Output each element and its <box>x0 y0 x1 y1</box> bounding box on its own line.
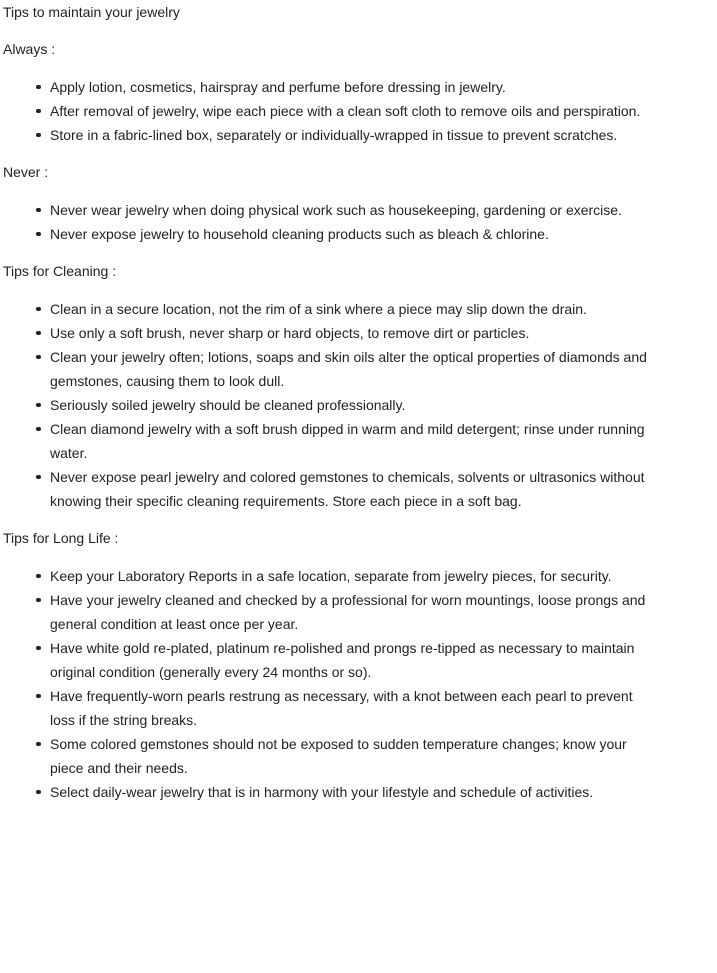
bullet-list <box>3 75 717 147</box>
bullet-item <box>3 780 650 804</box>
bullet-item <box>3 222 650 246</box>
bullet-item <box>3 321 650 345</box>
bullet-icon <box>36 742 41 747</box>
bullet-item <box>3 636 650 684</box>
bullet-item <box>3 345 650 393</box>
bullet-icon <box>36 574 41 579</box>
bullet-item <box>3 393 650 417</box>
bullet-icon <box>36 694 41 699</box>
bullet-item <box>3 684 650 732</box>
section-heading: Always : <box>3 41 56 57</box>
bullet-text: Select daily-wear jewelry that is in harmony with your lifestyle and schedule of activities. <box>50 784 594 800</box>
bullet-text: Some colored gemstones should not be exposed to sudden temperature changes; know your piece and their needs. <box>50 736 627 776</box>
bullet-item <box>3 465 650 513</box>
bullet-icon <box>36 475 41 480</box>
bullet-list <box>3 297 717 513</box>
bullet-text: Have white gold re-plated, platinum re-polished and prongs re-tipped as necessary to maintain original condition (generally every 24 months or so). <box>50 640 635 680</box>
bullet-icon <box>36 598 41 603</box>
bullet-item <box>3 564 650 588</box>
bullet-list <box>3 198 717 246</box>
bullet-item <box>3 99 650 123</box>
bullet-text: Clean in a secure location, not the rim of a sink where a piece may slip down the drain. <box>50 301 587 317</box>
bullet-item <box>3 732 650 780</box>
bullet-icon <box>36 403 41 408</box>
bullet-text: Have frequently-worn pearls restrung as necessary, with a knot between each pearl to prevent loss if the string breaks. <box>50 688 633 728</box>
bullet-item <box>3 198 650 222</box>
bullet-item <box>3 123 650 147</box>
bullet-text: Store in a fabric-lined box, separately or individually-wrapped in tissue to prevent scratches. <box>50 127 618 143</box>
bullet-icon <box>36 355 41 360</box>
bullet-item <box>3 588 650 636</box>
bullet-icon <box>36 307 41 312</box>
bullet-icon <box>36 790 41 795</box>
bullet-text: Apply lotion, cosmetics, hairspray and perfume before dressing in jewelry. <box>50 79 506 95</box>
bullet-text: Have your jewelry cleaned and checked by a professional for worn mountings, loose prongs and general condition at least once per year. <box>50 592 646 632</box>
bullet-item <box>3 75 650 99</box>
bullet-icon <box>36 331 41 336</box>
bullet-list <box>3 564 717 804</box>
bullet-text: Clean your jewelry often; lotions, soaps and skin oils alter the optical properties of diamonds and gemstones, causing them to look dull. <box>50 349 647 389</box>
bullet-icon <box>36 109 41 114</box>
bullet-item <box>3 417 650 465</box>
bullet-icon <box>36 208 41 213</box>
bullet-icon <box>36 646 41 651</box>
section-heading: Tips for Cleaning : <box>3 263 117 279</box>
bullet-icon <box>36 232 41 237</box>
bullet-text: Keep your Laboratory Reports in a safe location, separate from jewelry pieces, for security. <box>50 568 612 584</box>
bullet-icon <box>36 133 41 138</box>
bullet-item <box>3 297 650 321</box>
bullet-text: Never wear jewelry when doing physical work such as housekeeping, gardening or exercise. <box>50 202 622 218</box>
section-heading: Never : <box>3 164 49 180</box>
document-title: Tips to maintain your jewelry <box>3 4 180 20</box>
bullet-icon <box>36 85 41 90</box>
bullet-text: After removal of jewelry, wipe each piece with a clean soft cloth to remove oils and perspiration. <box>50 103 641 119</box>
section-heading: Tips for Long Life : <box>3 530 119 546</box>
bullet-text: Clean diamond jewelry with a soft brush dipped in warm and mild detergent; rinse under running water. <box>50 421 645 461</box>
bullet-text: Use only a soft brush, never sharp or hard objects, to remove dirt or particles. <box>50 325 530 341</box>
bullet-text: Seriously soiled jewelry should be cleaned professionally. <box>50 397 406 413</box>
bullet-icon <box>36 427 41 432</box>
bullet-text: Never expose jewelry to household cleaning products such as bleach & chlorine. <box>50 226 549 242</box>
bullet-text: Never expose pearl jewelry and colored gemstones to chemicals, solvents or ultrasonics without knowing their specific cleaning requirements. Store each piece in a soft bag. <box>50 469 645 509</box>
document-sections <box>3 37 717 804</box>
